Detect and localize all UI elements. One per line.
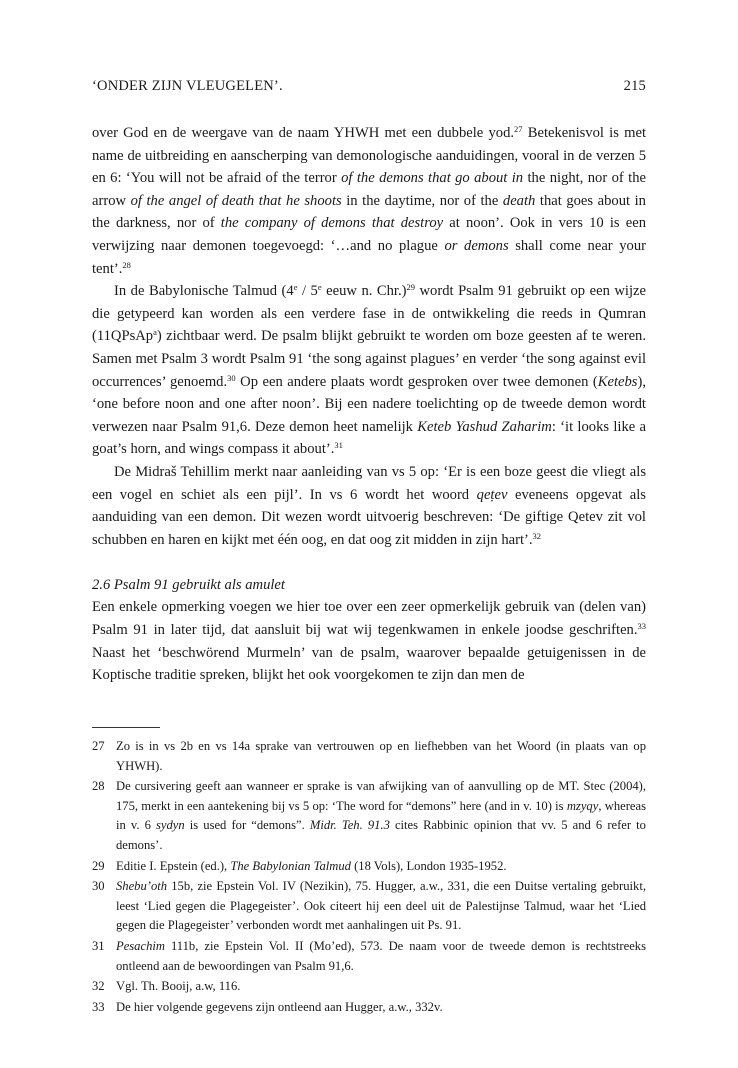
text-run: (18 Vols), London 1935-1952. xyxy=(350,858,507,873)
page-number: 215 xyxy=(623,78,646,94)
footnote-29 xyxy=(92,857,646,877)
italic-run: of the demons that go about in xyxy=(341,170,524,187)
footnote-30 xyxy=(92,877,646,936)
superscript: e xyxy=(293,282,298,293)
text-run: that goes about in the darkness, nor of xyxy=(92,192,646,232)
footnote-text xyxy=(116,937,646,976)
footnote-ref-30[interactable]: 30 xyxy=(227,372,236,383)
footnote-divider xyxy=(92,727,160,728)
text-run: Vgl. Th. Booij, a.w, 116. xyxy=(116,979,241,994)
text-run: is used for “demons”. xyxy=(184,818,310,833)
text-run: De hier volgende gegevens zijn ontleend aan Hugger, a.w., 332v. xyxy=(116,999,443,1014)
footnote-ref-29[interactable]: 29 xyxy=(406,282,415,293)
text-run: eeuw n. Chr.) xyxy=(321,283,407,300)
text-run: ), ‘one before noon and one after noon’. Bij een nadere toelichting op de tweede demon wordt verwezen naar Psalm 91,6. Deze demon heet namelijk xyxy=(92,373,646,435)
italic-run: or demons xyxy=(444,237,509,254)
text-run: ) zichtbaar werd. De psalm blijkt gebruikt te worden om boze geesten af te weren. Samen met Psalm 3 wordt Psalm 91 ‘the song against plagues’ en verder ‘the song against evil occurrences’ genoemd. xyxy=(92,328,646,390)
paragraph-3 xyxy=(92,461,646,551)
body-text xyxy=(92,122,646,687)
italic-run: Shebu’oth xyxy=(116,879,168,894)
italic-run: Keteb Yashud Zaharim xyxy=(417,418,552,435)
text-run: in the daytime, nor of the xyxy=(341,192,503,209)
footnote-text xyxy=(116,857,646,877)
text-run: the night, nor of the arrow xyxy=(92,170,646,209)
footnote-number: 32 xyxy=(92,979,105,994)
footnote-ref-31[interactable]: 31 xyxy=(334,440,343,451)
text-run: Zo is in vs 2b en vs 14a sprake van vertrouwen op en liefhebben van het Woord (in plaats van op YHWH). xyxy=(116,739,646,773)
superscript: a xyxy=(153,327,157,338)
text-run: cites Rabbinic opinion that vv. 5 and 6 refer to demons’. xyxy=(116,818,646,852)
footnote-33 xyxy=(92,998,646,1018)
footnote-text xyxy=(116,877,646,936)
text-run: at noon’. Ook in vers 10 is een verwijzing naar demonen toegevoegd: ‘…and no plague xyxy=(92,215,646,254)
running-head xyxy=(92,78,646,95)
text-run: In de Babylonische Talmud (4 xyxy=(114,283,294,300)
superscript: e xyxy=(317,282,322,293)
text-run: / 5 xyxy=(297,283,318,300)
footnote-ref-28[interactable]: 28 xyxy=(122,259,131,270)
footnote-number: 33 xyxy=(92,999,105,1014)
text-run: Op een andere plaats wordt gesproken over twee demonen ( xyxy=(235,373,598,390)
paragraph-spacer xyxy=(92,551,646,574)
italic-run: Pesachim xyxy=(116,938,165,953)
text-run: , whereas in v. 6 xyxy=(116,798,646,833)
footnote-text xyxy=(116,977,646,997)
footnote-number: 27 xyxy=(92,739,105,753)
text-run: De cursivering geeft aan wanneer er sprake is van afwijking van of aanvulling op de MT. Stec (2004), 175, merkt in een aantekening bij vs 5 op: ‘The word for “demons” here (and in v. 10) is xyxy=(116,779,646,813)
text-run: 15b, zie Epstein Vol. IV (Nezikin), 75. Hugger, a.w., 331, die een Duitse vertaling gebruikt, leest ‘Lied gegen die Plagegeister’. Ook citeert hij een deel uit de Palestijnse Talmud, waar het ‘Lied gegen die Plagegeister’ verbonden wordt met aanhalingen uit Ps. 91. xyxy=(116,879,646,933)
italic-run: mzyqy xyxy=(566,798,599,813)
footnote-number: 29 xyxy=(92,858,105,873)
footnote-number: 28 xyxy=(92,779,105,794)
italic-run: sydyn xyxy=(156,818,185,833)
text-run: Naast het ‘beschwörend Murmeln’ van de psalm, waarover bepaalde getuigenissen in de Koptische traditie spreken, blijkt het ook voorgekomen te zijn dan men de xyxy=(92,644,646,684)
footnote-32 xyxy=(92,977,646,997)
footnote-ref-33[interactable]: 33 xyxy=(637,621,646,632)
text-run: shall come near your tent’. xyxy=(92,237,646,277)
text-run: over God en de weergave van de naam YHWH met een dubbele yod. xyxy=(92,125,515,141)
text-run: Betekenisvol is met name de uitbreiding en aanscherping van demonologische aanduidingen, vooral in de verzen 5 en 6: ‘You will not be afraid of the terror xyxy=(92,125,646,187)
paragraph-2 xyxy=(92,280,646,461)
text-run: De Midraš Tehillim merkt naar aanleiding van vs 5 op: ‘Er is een boze geest die vliegt als een vogel en schiet als een pijl’. In vs 6 wordt het woord xyxy=(92,463,646,503)
footnote-31 xyxy=(92,937,646,976)
footnotes xyxy=(92,737,646,1018)
italic-run: Midr. Teh. 91.3 xyxy=(309,818,390,833)
italic-run: qeṭev xyxy=(476,486,508,503)
paragraph-4 xyxy=(92,596,646,686)
paragraph-1 xyxy=(92,122,646,280)
running-head-title: ‘ONDER ZIJN VLEUGELEN’. xyxy=(92,78,283,94)
text-run: Een enkele opmerking voegen we hier toe over een zeer opmerkelijk gebruik van (delen van) Psalm 91 in later tijd, dat aansluit bij wat wij tegenkwamen in enkele joodse geschriften. xyxy=(92,599,646,639)
footnote-28 xyxy=(92,777,646,855)
text-run: : ‘it looks like a goat’s horn, and wings compass it about’. xyxy=(92,418,646,458)
footnote-number: 31 xyxy=(92,938,105,953)
footnote-ref-27[interactable]: 27 xyxy=(514,124,523,134)
italic-run: The Babylonian Talmud xyxy=(230,858,351,873)
footnote-text xyxy=(116,777,646,855)
italic-run: death xyxy=(502,192,536,209)
italic-run: the company of demons that destroy xyxy=(220,215,444,232)
text-run: wordt Psalm 91 gebruikt op een wijze die getypeerd kan worden als een verdere fase in de ontwikkeling die reeds in Qumran (11QPsAp xyxy=(92,283,646,345)
text-run: 111b, zie Epstein Vol. II (Mo’ed), 573. De naam voor de tweede demon is rechtstreeks ontleend aan de bewoordingen van Psalm 91,6. xyxy=(116,938,646,973)
footnote-ref-32[interactable]: 32 xyxy=(532,530,542,541)
italic-run: Ketebs xyxy=(597,373,638,390)
footnote-number: 30 xyxy=(92,879,105,894)
section-heading: 2.6 Psalm 91 gebruikt als amulet xyxy=(92,576,285,593)
italic-run: of the angel of death that he shoots xyxy=(130,192,342,209)
footnote-text xyxy=(116,737,646,776)
footnote-27 xyxy=(92,737,646,776)
text-run: Editie I. Epstein (ed.), xyxy=(116,858,231,873)
text-run: eveneens opgevat als aanduiding van een demon. Dit wezen wordt uitvoerig beschreven: ‘De giftige Qetev zit vol schubben en haren en kijkt met één oog, en dat oog zit midden in zijn hart’. xyxy=(92,486,646,548)
footnote-text xyxy=(116,998,646,1018)
